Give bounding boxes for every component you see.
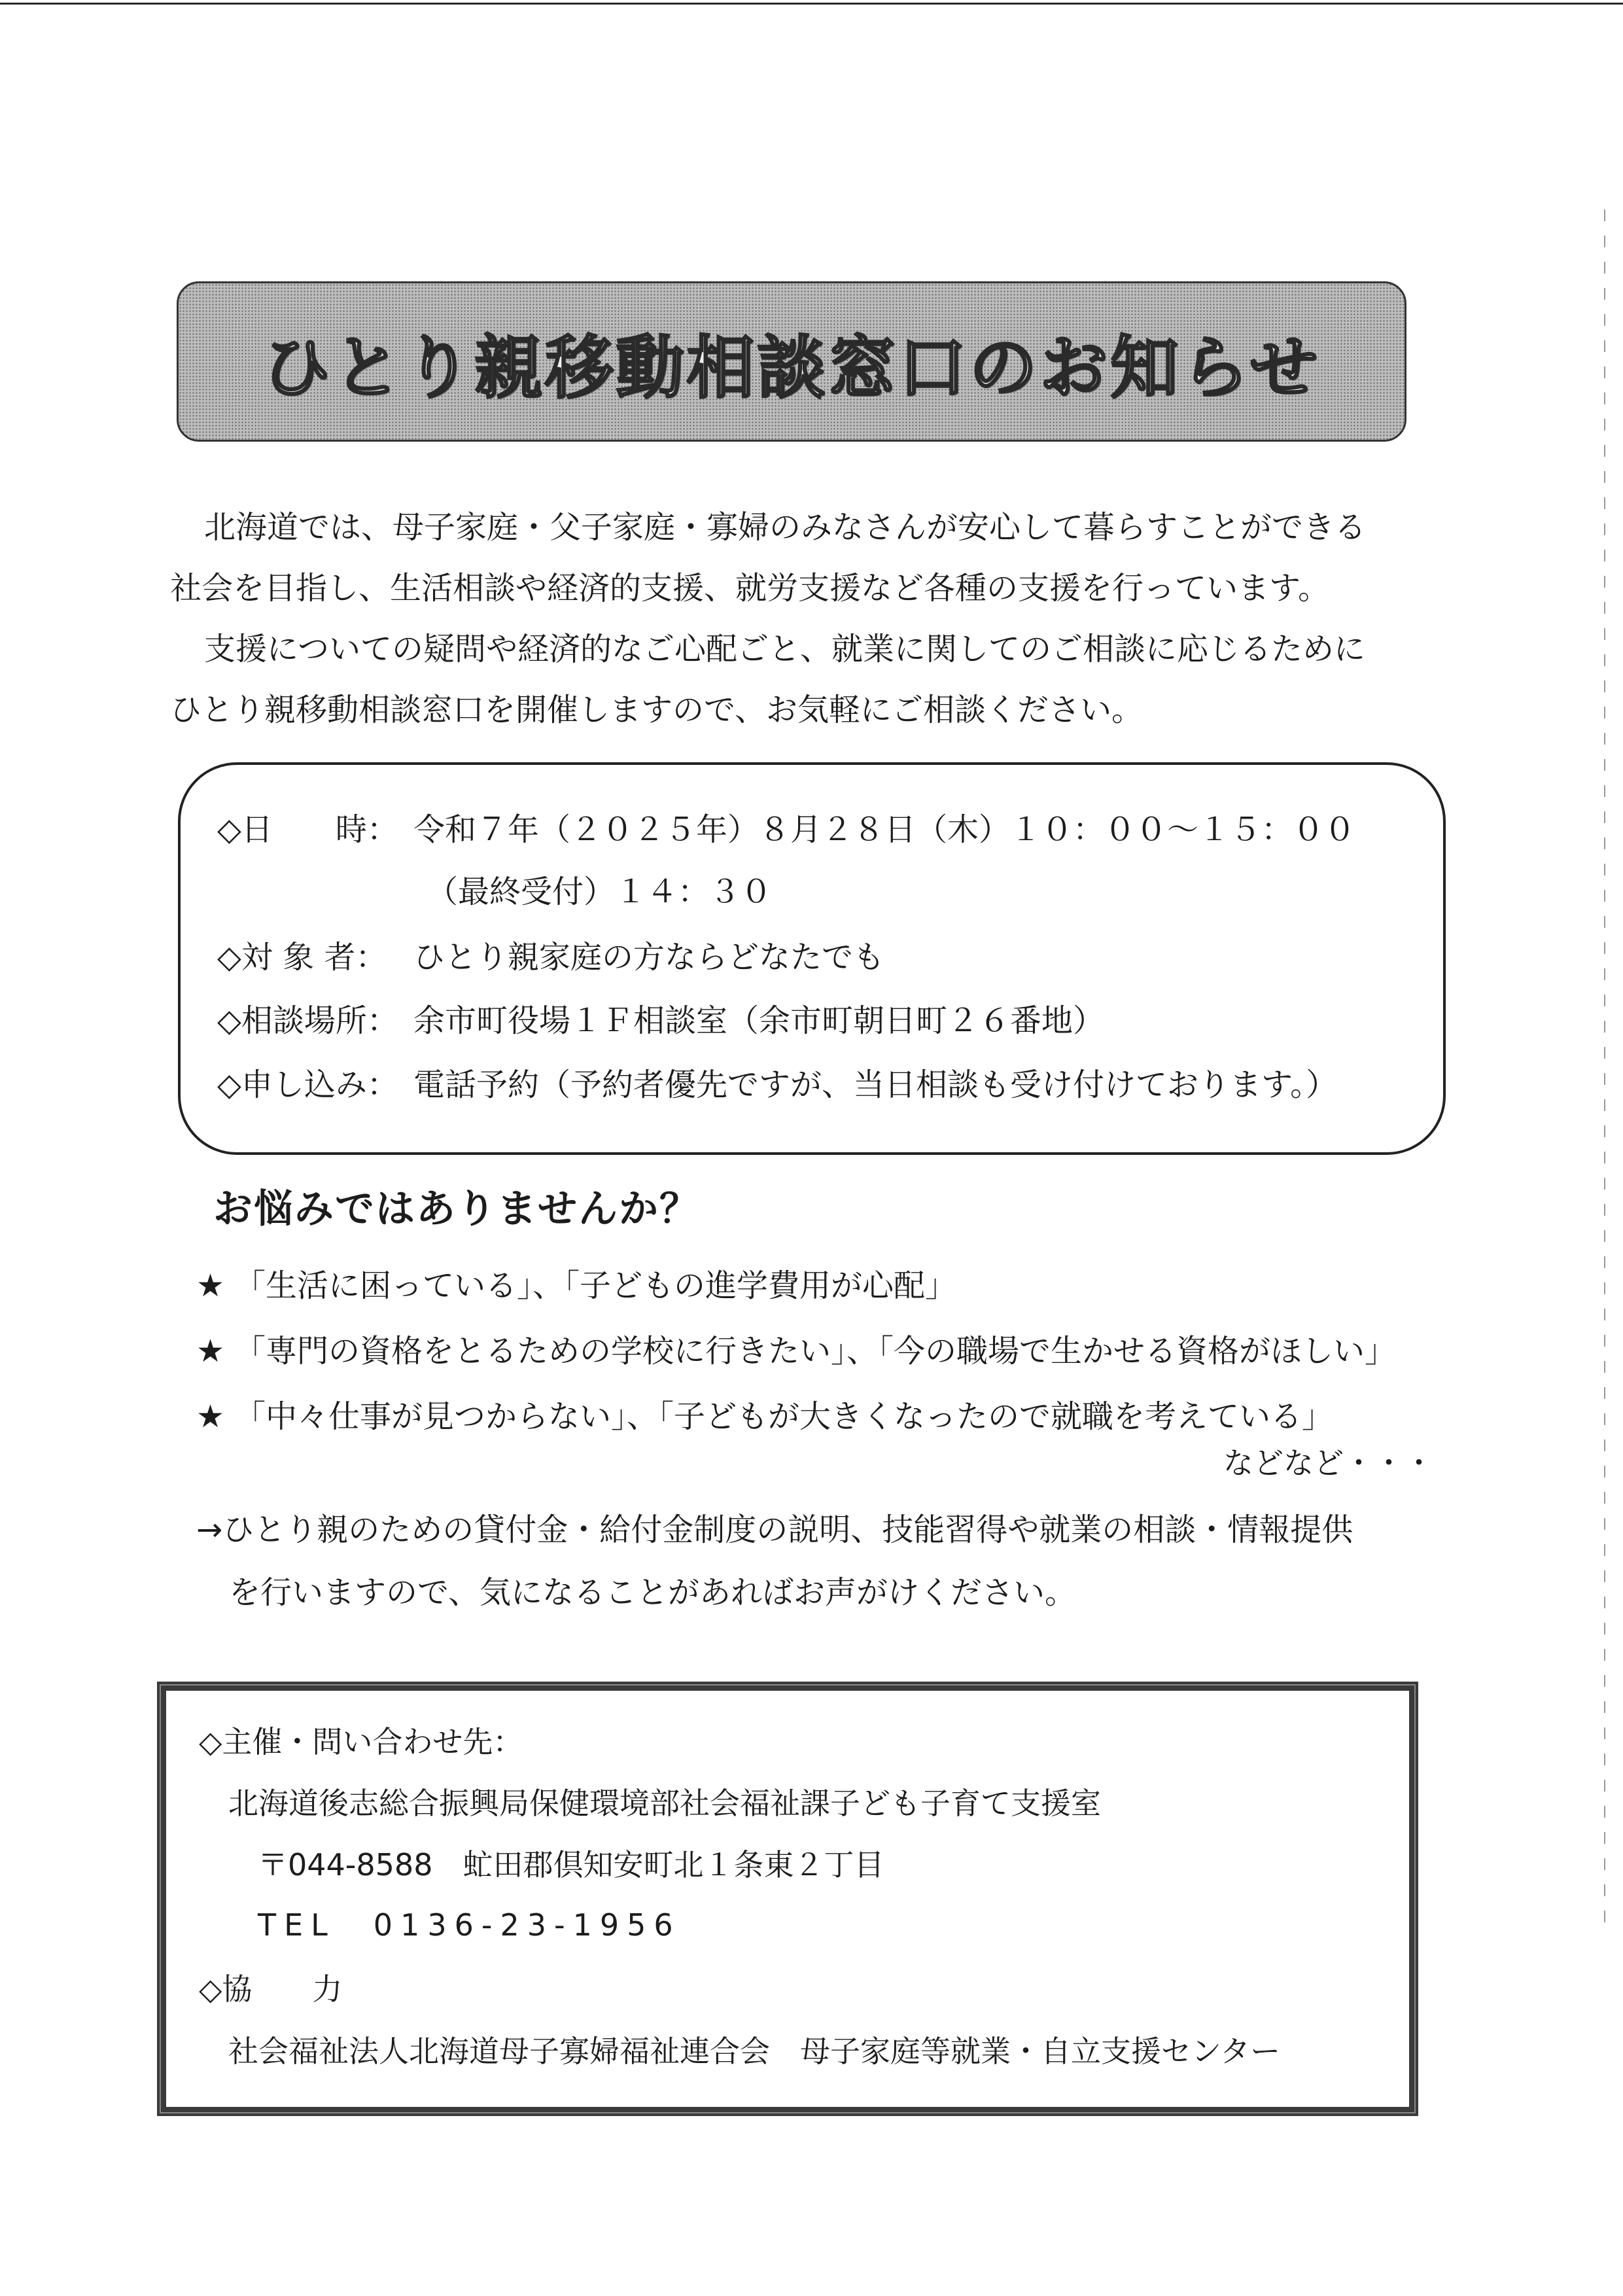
cooperation-name: 社会福祉法人北海道母子寡婦福祉連合会 母子家庭等就業・自立支援センター	[228, 2034, 1281, 2069]
worry-text: 「生活に困っている」、「子どもの進学費用が心配」	[234, 1267, 957, 1304]
datetime-value: 令和７年（２０２５年）８月２８日（木）１０：００～１５：００	[413, 811, 1356, 848]
worry-text: 「専門の資格をとるための学校に行きたい」、「今の職場で生かせる資格がほしい」	[234, 1333, 1397, 1369]
apply-value: 電話予約（予約者優先ですが、当日相談も受け付けております。）	[413, 1067, 1338, 1103]
datetime-label: ◇日 時：	[217, 811, 398, 848]
intro-line: ひとり親移動相談窓口を開催しますので、お気軽にご相談ください。	[170, 692, 1143, 728]
star-icon: ★	[196, 1267, 225, 1304]
intro-line: 支援についての疑問や経済的なご心配ごと、就業に関してのご相談に応じるために	[204, 631, 1366, 667]
worries-heading: お悩みではありませんか？	[213, 1186, 700, 1232]
reception-time: （最終受付）１４：３０	[427, 874, 773, 910]
support-note	[196, 1498, 1353, 1624]
note-line: を行いますので、気になることがあればお声がけください。	[229, 1574, 1077, 1611]
place-row	[217, 995, 1104, 1040]
title-banner	[177, 281, 1406, 442]
target-label: ◇対 象 者：	[217, 939, 387, 976]
list-item	[196, 1253, 1396, 1318]
organizer-name: 北海道後志総合振興局保健環境部社会福祉課子ども子育て支援室	[228, 1786, 1101, 1821]
note-line: →ひとり親のための貸付金・給付金制度の説明、技能習得や就業の相談・情報提供	[196, 1511, 1353, 1548]
scan-margin-line	[1604, 209, 1605, 1924]
intro-paragraph	[170, 497, 1452, 741]
intro-line: 北海道では、母子家庭・父子家庭・寡婦のみなさんが安心して暮らすことができる	[204, 509, 1367, 546]
target-row	[217, 932, 884, 977]
apply-label: ◇申し込み：	[217, 1067, 398, 1103]
contact-box	[157, 1682, 1418, 2116]
list-item	[196, 1384, 1396, 1449]
top-rule	[0, 3, 1623, 5]
place-value: 余市町役場１Ｆ相談室（余市町朝日町２６番地）	[413, 1002, 1105, 1039]
phone-number: TEL 0136-23-1956	[258, 1907, 681, 1943]
apply-row	[217, 1059, 1337, 1104]
worries-list	[196, 1253, 1396, 1449]
star-icon: ★	[196, 1333, 225, 1369]
etc-text: などなど・・・	[1223, 1445, 1434, 1481]
worry-text: 「中々仕事が見つからない」、「子どもが大きくなったので就職を考えている」	[234, 1398, 1334, 1435]
schedule-box	[178, 762, 1446, 1155]
target-value: ひとり親家庭の方ならどなたでも	[413, 939, 885, 976]
list-item	[196, 1318, 1396, 1384]
datetime-row	[217, 804, 1355, 849]
postal-address: 〒044-8588 虻田郡倶知安町北１条東２丁目	[258, 1847, 884, 1882]
page-title: ひとり親移動相談窓口のお知らせ	[262, 327, 1321, 408]
place-label: ◇相談場所：	[217, 1002, 398, 1039]
organizer-label: ◇主催・問い合わせ先：	[199, 1724, 523, 1759]
cooperation-label: ◇協 力	[199, 1971, 343, 2007]
star-icon: ★	[196, 1398, 225, 1435]
intro-line: 社会を目指し、生活相談や経済的支援、就労支援など各種の支援を行っています。	[170, 570, 1330, 607]
